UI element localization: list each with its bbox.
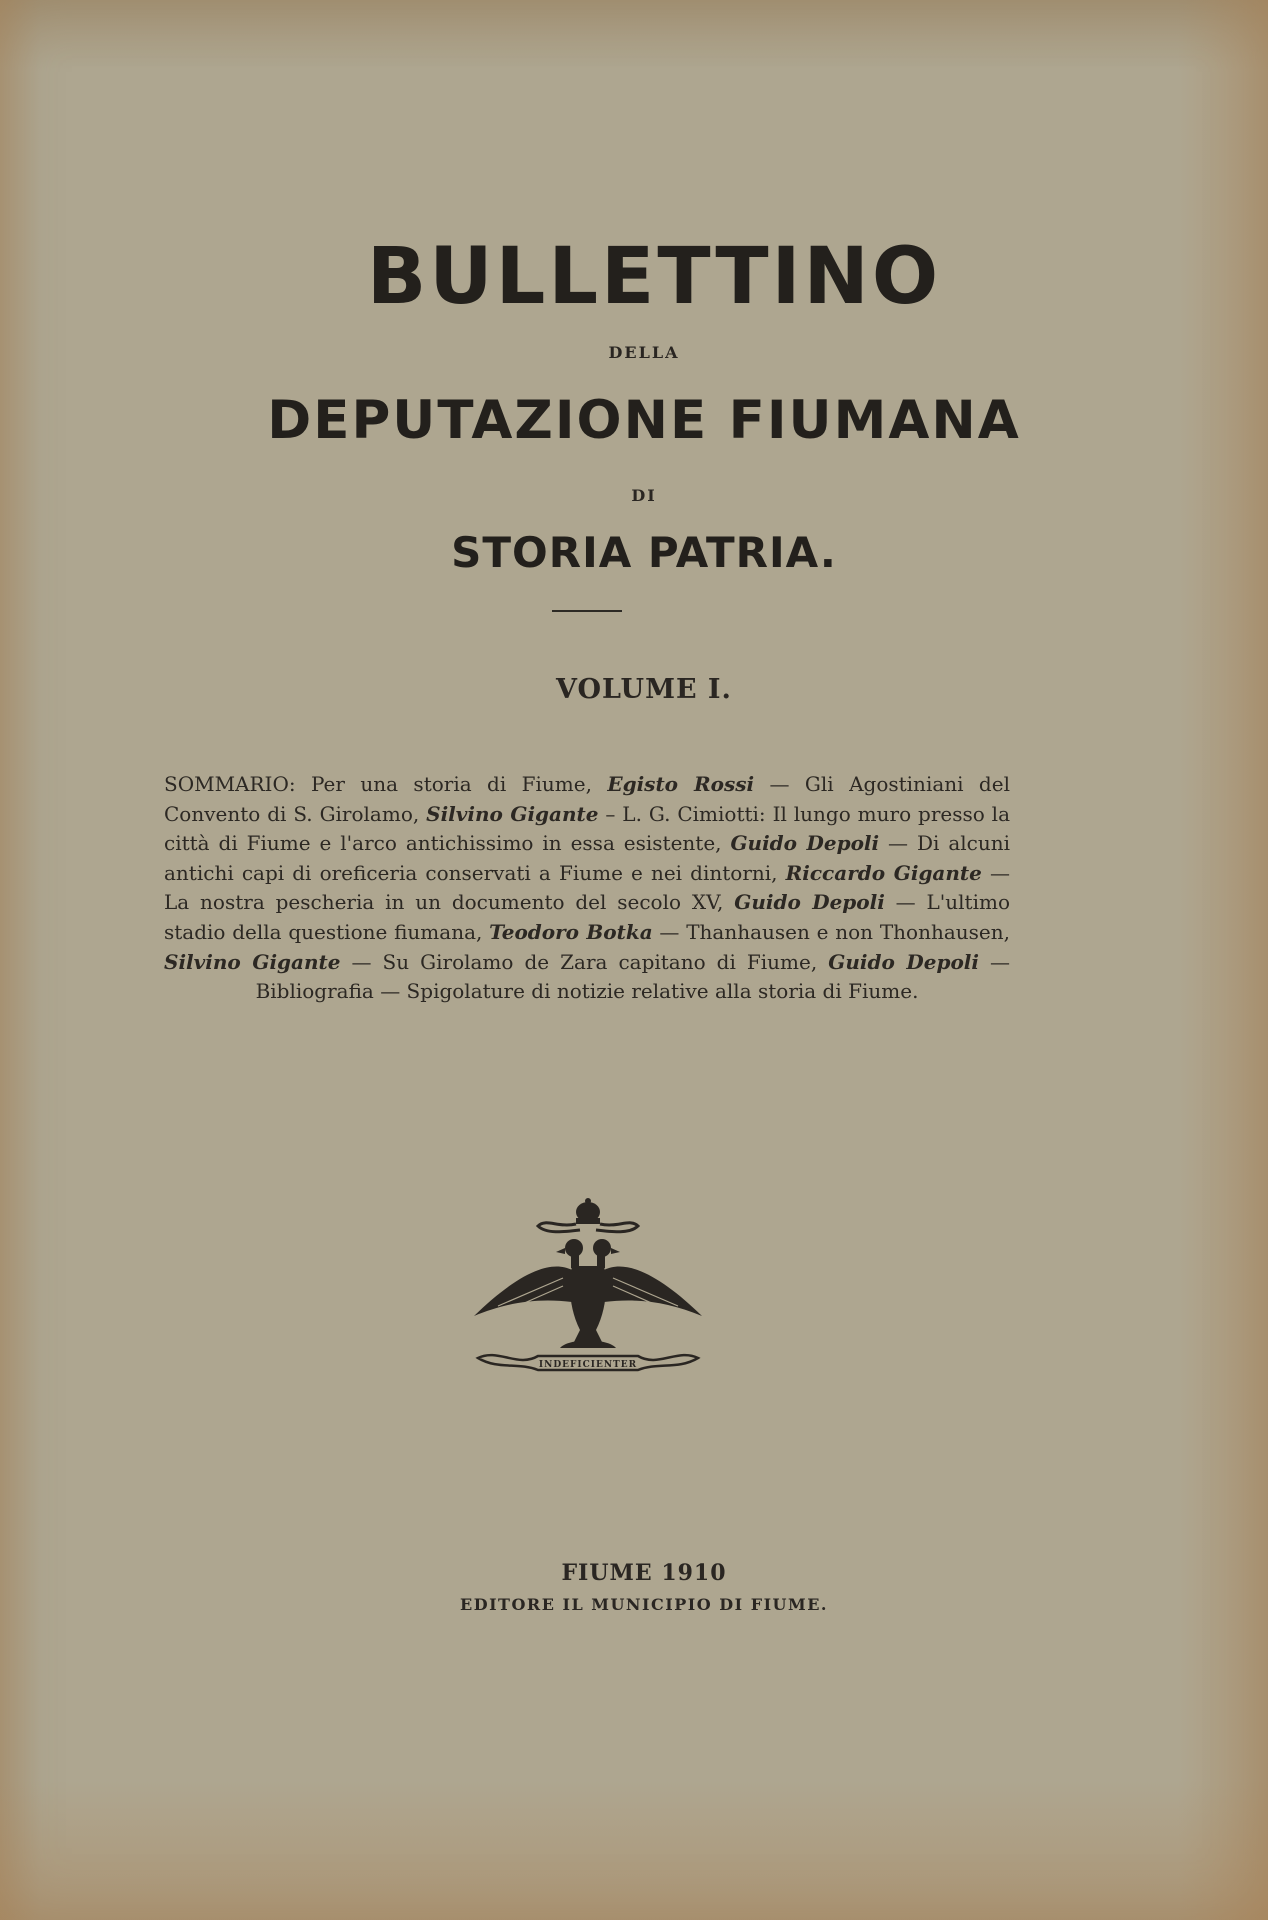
cover-subtitle: DEPUTAZIONE FIUMANA xyxy=(267,390,1021,451)
summary-paragraph xyxy=(164,770,1010,1007)
paper-stain-bottom xyxy=(0,1780,1268,1920)
emblem-motto: INDEFICIENTER xyxy=(538,1360,638,1370)
cover-title: BULLETTINO xyxy=(366,232,942,322)
crowned-double-headed-eagle-icon xyxy=(468,1198,708,1378)
summary-text: — La nostra pescheria in un documento del secolo XV, xyxy=(164,860,1010,915)
cover-subtitle-2: STORIA PATRIA. xyxy=(451,528,837,577)
summary-text: SOMMARIO: Per una storia di Fiume, xyxy=(164,772,608,796)
summary-text: — Di alcuni antichi capi di oreficeria conservati a Fiume e nei dintorni, xyxy=(164,831,1010,885)
summary-author: Silvino Gigante xyxy=(164,949,341,974)
publisher: EDITORE IL MUNICIPIO DI FIUME. xyxy=(460,1595,828,1614)
place-year: FIUME 1910 xyxy=(561,1560,727,1586)
divider-rule xyxy=(552,610,622,612)
summary-author: Guido Depoli xyxy=(828,949,979,974)
paper-stain-top xyxy=(0,0,1268,70)
summary-text: — L'ultimo stadio della questione fiumana, xyxy=(164,890,1010,944)
connector-di: DI xyxy=(631,486,657,505)
summary-text: — Thanhausen e non Thonhausen, xyxy=(652,919,1010,944)
summary-author: Riccardo Gigante xyxy=(785,860,982,885)
summary-text: — Gli Agostiniani del Convento di S. Girolamo, xyxy=(164,772,1010,826)
summary-author: Silvino Gigante xyxy=(426,801,599,826)
summary-author: Guido Depoli xyxy=(734,890,885,915)
summary-text: — Bibliografia — Spigolature di notizie relative alla storia di Fiume. xyxy=(255,949,1011,1004)
summary-author: Guido Depoli xyxy=(730,831,880,856)
summary-author: Egisto Rossi xyxy=(607,772,755,796)
summary-author: Teodoro Botka xyxy=(489,919,653,944)
summary-text: — Su Girolamo de Zara capitano di Fiume, xyxy=(340,949,829,974)
connector-della: DELLA xyxy=(608,343,680,362)
volume-label: VOLUME I. xyxy=(556,674,732,705)
summary-text: – L. G. Cimiotti: Il lungo muro presso la città di Fiume e l'arco antichissimo in essa esistente, xyxy=(164,801,1011,856)
